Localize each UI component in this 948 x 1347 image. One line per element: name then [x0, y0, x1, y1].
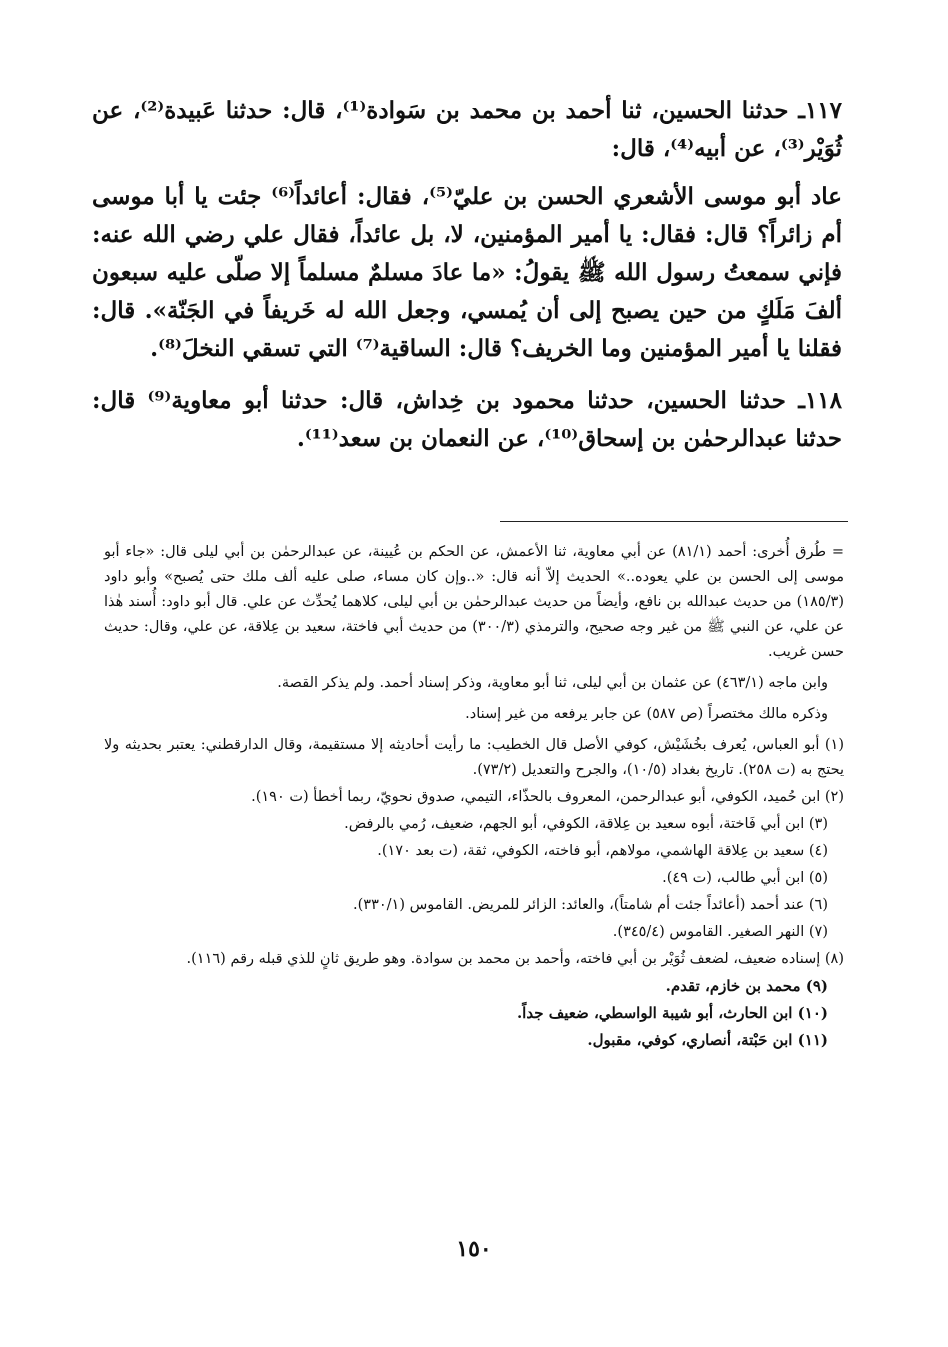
- main-text: [92, 92, 842, 472]
- takhrij-paragraph: وذكره مالك مختصراً (ص ٥٨٧) عن جابر يرفعه من غير إسناد.: [465, 706, 828, 722]
- footnote-7: (٧) النهر الصغير. القاموس (٣٤٥/٤).: [612, 924, 828, 940]
- hadith-117-matn: عاد أبو موسى الأشعري الحسن بن عليّ⁽⁵⁾، فقال: أعائداً⁽⁶⁾ جئت يا أبا موسى أم زائراً؟ قال: فقال: يا أمير المؤمنين، لا، بل عائداً، فقال علي رضي الله عنه: فإني سمعتُ رسول الله ﷺ يقولُ: «ما عادَ مسلمٌ مسلماً إلا صلّى عليه سبعون ألفَ مَلَكٍ من حين يصبح إلى أن يُمسي، وجعل الله له خَريفاً في الجَنّة». قال: فقلنا يا أمير المؤمنين وما الخريف؟ قال: الساقية⁽⁷⁾ التي تسقي النخلَ⁽⁸⁾.: [92, 183, 842, 362]
- footnote-3: (٣) ابن أبي فَاختة، أبوه سعيد بن عِلاقة، الكوفي، أبو الجهم، ضعيف، رُمي بالرفض.: [344, 816, 828, 832]
- takhrij-paragraph: وابن ماجه (٤٦٣/١) عن عثمان بن أبي ليلى، ثنا أبو معاوية، وذكر إسناد أحمد. ولم يذكر القصة.: [277, 675, 828, 691]
- takhrij-paragraph: = طُرق أُخرى: أحمد (٨١/١) عن أبي معاوية، ثنا الأعمش، عن الحكم بن عُيينة، عن عبدالرحمٰن بن أبي ليلى قال: «جاء أبو موسى إلى الحسن بن علي يعوده..» الحديث إلاّ أنه قال: «..وإن كان مساء، صلى عليه ألف ملك حتى يُصبح» وأبو داود (١٨٥/٣) من حديث عبدالله بن نافع، وأيضاً من حديث عبدالرحمٰن بن أبي ليلى، كلاهما يُحدِّث عن علي. قال أبو داود: أُسند هٰذا عن علي، عن النبي ﷺ من غير وجه صحيح، والترمذي (٣٠٠/٣) من حديث أبي فاختة، سعيد بن عِلاقة، عن علي، وقال: حديث حسن غريب.: [104, 544, 844, 660]
- footnote-2: (٢) ابن حُميد، الكوفي، أبو عبدالرحمن، المعروف بالحذّاء، التيمي، صدوق نحويّ، ربما أخطأ (ت ١٩٠).: [251, 789, 844, 805]
- footnote-1: (١) أبو العباس، يُعرف بخُشَيْش، كوفي الأصل قال الخطيب: ما رأيت أحاديثه إلا مستقيمة، وقال الدارقطني: يعتبر بحديثه ولا يحتج به (ت ٢٥٨). تاريخ بغداد (١٠/٥)، والجرح والتعديل (٧٣/٢).: [104, 737, 844, 778]
- footnotes: [104, 540, 844, 1055]
- footnote-4: (٤) سعيد بن عِلاقة الهاشمي، مولاهم، أبو فاخته، الكوفي، ثقة، (ت بعد ١٧٠).: [377, 843, 828, 859]
- footnote-separator: [500, 521, 848, 522]
- footnote-9: (٩) محمد بن خازم، تقدم.: [665, 977, 828, 995]
- footnote-11: (١١) ابن حَبْتة، أنصاري، كوفي، مقبول.: [587, 1031, 828, 1049]
- footnote-6: (٦) عند أحمد (أعائداً جئت أم شامتاً)، والعائد: الزائر للمريض. القاموس (٣٣٠/١).: [353, 897, 828, 913]
- page-number: ١٥٠: [456, 1236, 492, 1262]
- hadith-118-isnad: ١١٨ـ حدثنا الحسين، حدثنا محمود بن خِداش، قال: حدثنا أبو معاوية⁽⁹⁾ قال: حدثنا عبدالرحمٰن بن إسحاق⁽¹⁰⁾، عن النعمان بن سعد⁽¹¹⁾.: [92, 387, 842, 452]
- footnote-8: (٨) إسناده ضعيف، لضعف ثُوَيْر بن أبي فاخته، وأحمد بن محمد بن سوادة. وهو طريق ثانٍ للذي قبله رقم (١١٦).: [186, 951, 844, 967]
- footnote-10: (١٠) ابن الحارث، أبو شيبة الواسطي، ضعيف جداً.: [516, 1004, 828, 1022]
- footnote-5: (٥) ابن أبي طالب، (ت ٤٩).: [662, 870, 828, 886]
- hadith-117-isnad: ١١٧ـ حدثنا الحسين، ثنا أحمد بن محمد بن سَوادة⁽¹⁾، قال: حدثنا عَبيدة⁽²⁾، عن ثُوَيْر⁽³⁾، عن أبيه⁽⁴⁾، قال:: [92, 97, 843, 162]
